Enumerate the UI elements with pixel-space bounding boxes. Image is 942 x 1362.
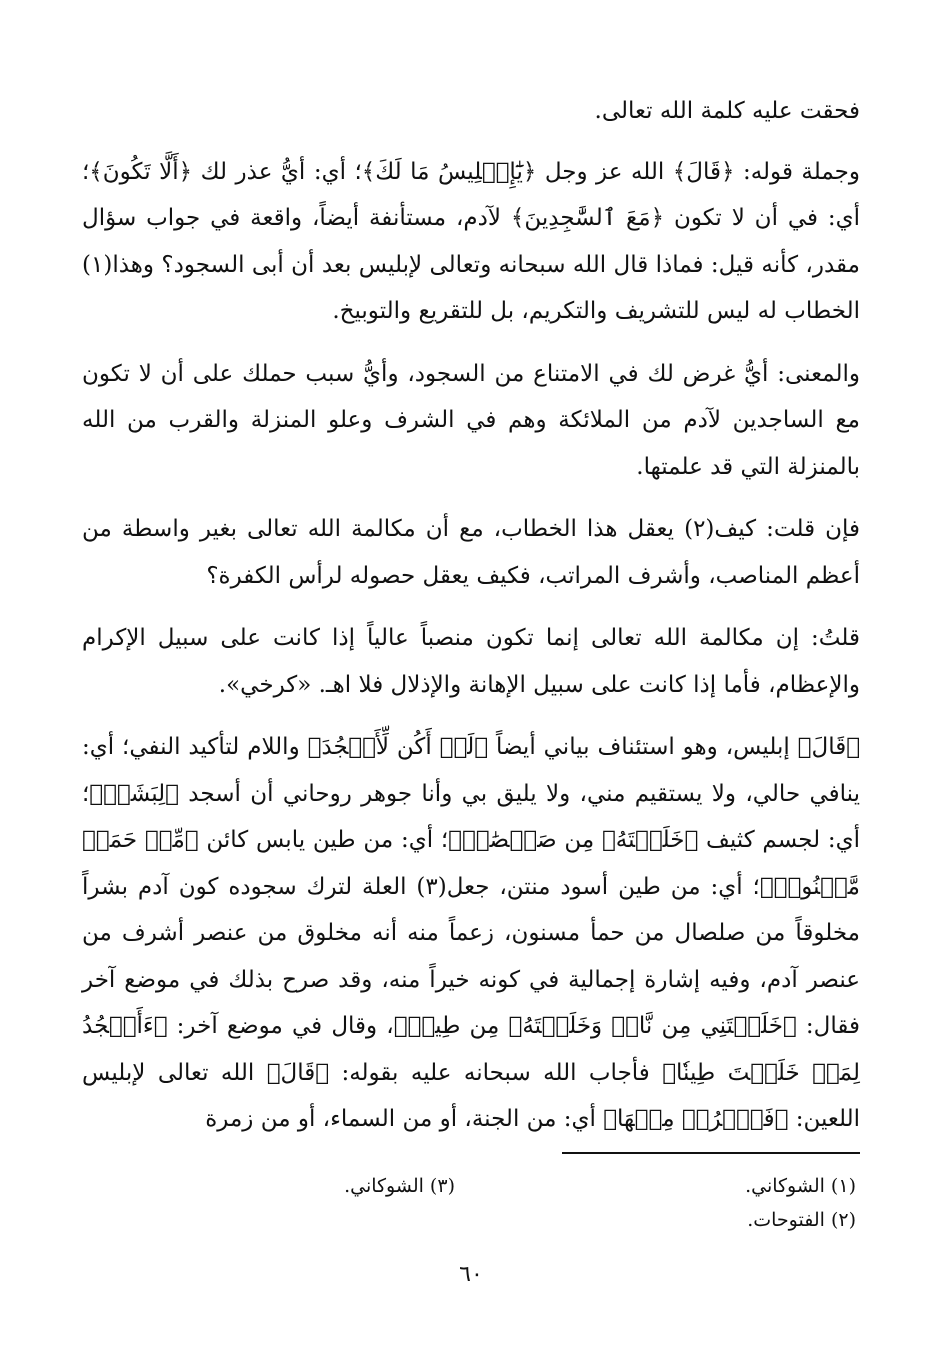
footnote-1: (١) الشوكاني. [745,1175,856,1197]
paragraph-1: فحقت عليه كلمة الله تعالى. [594,98,860,124]
page-number: ٦٠ [459,1262,483,1287]
paragraph-5: قلتُ: إن مكالمة الله تعالى إنما تكون منصباً عالياً إذا كانت على سبيل الإكرام والإعظام، فأما إذا كانت على سبيل الإهانة والإذلال فلا اهـ. «كرخي». [82,625,861,698]
paragraph-2: وجملة قوله: ﴿قَالَ﴾ الله عز وجل ﴿يَٰٓإِبۡلِيسُ مَا لَكَ﴾؛ أي: أيُّ عذر لك ﴿أَلَّا تَكُونَ﴾؛ أي: في أن لا تكون ﴿مَعَ ٱلسَّٰجِدِينَ﴾ لآدم، مستأنفة أيضاً، واقعة في جواب سؤال مقدر، كأنه قيل: فماذا قال الله سبحانه وتعالى لإبليس بعد أن أبى السجود؟ وهذا(١) الخطاب له ليس للتشريف والتكريم، بل للتقريع والتوبيخ. [82,158,860,324]
paragraph-6: ﴿قَالَ﴾ إبليس، وهو استئناف بياني أيضاً ﴿لَمۡ أَكُن لِّأَسۡجُدَ﴾ واللام لتأكيد النفي؛ أي: ينافي حالي، ولا يستقيم مني، ولا يليق بي وأنا جوهر روحاني أن أسجد ﴿لِبَشَرٖ﴾؛ أي: لجسم كثيف ﴿خَلَقۡتَهُۥ مِن صَلۡصَٰلٖ﴾؛ أي: من طين يابس كائن ﴿مِّنۡ حَمَإٖ مَّسۡنُونٖ﴾؛ أي: من طين أسود منتن، جعل(٣) العلة لترك سجوده كون آدم بشراً مخلوقاً من صلصال من حمأ مسنون، زعماً منه أنه مخلوق من عنصر أشرف من عنصر آدم، وفيه إشارة إجمالية في كونه خيراً منه، وقد صرح بذلك في موضع آخر فقال: ﴿خَلَقۡتَنِي مِن نَّارٖ وَخَلَقۡتَهُۥ مِن طِينٖ﴾، وقال في موضع آخر: ﴿ءَأَسۡجُدُ لِمَنۡ خَلَقۡتَ طِينٗا﴾ فأجاب الله سبحانه عليه بقوله: ﴿قَالَ﴾ الله تعالى لإبليس اللعين: ﴿فَٱخۡرُجۡ مِنۡهَا﴾ أي: من الجنة، أو من السماء، أو من زمرة [82,734,860,1132]
page-body [82,88,860,1159]
paragraph-4: فإن قلت: كيف(٢) يعقل هذا الخطاب، مع أن مكالمة الله تعالى بغير واسطة من أعظم المناصب، وأشرف المراتب، فكيف يعقل حصوله لرأس الكفرة؟ [82,516,860,589]
footnote-divider [562,1152,860,1154]
footnote-3: (٣) الشوكاني. [344,1175,455,1197]
paragraph-3: والمعنى: أيُّ غرض لك في الامتناع من السجود، وأيُّ سبب حملك على أن لا تكون مع الساجدين لآدم من الملائكة وهم في الشرف وعلو المنزلة والقرب من الله بالمنزلة التي قد علمتها. [82,360,860,480]
footnote-2: (٢) الفتوحات. [747,1209,856,1231]
